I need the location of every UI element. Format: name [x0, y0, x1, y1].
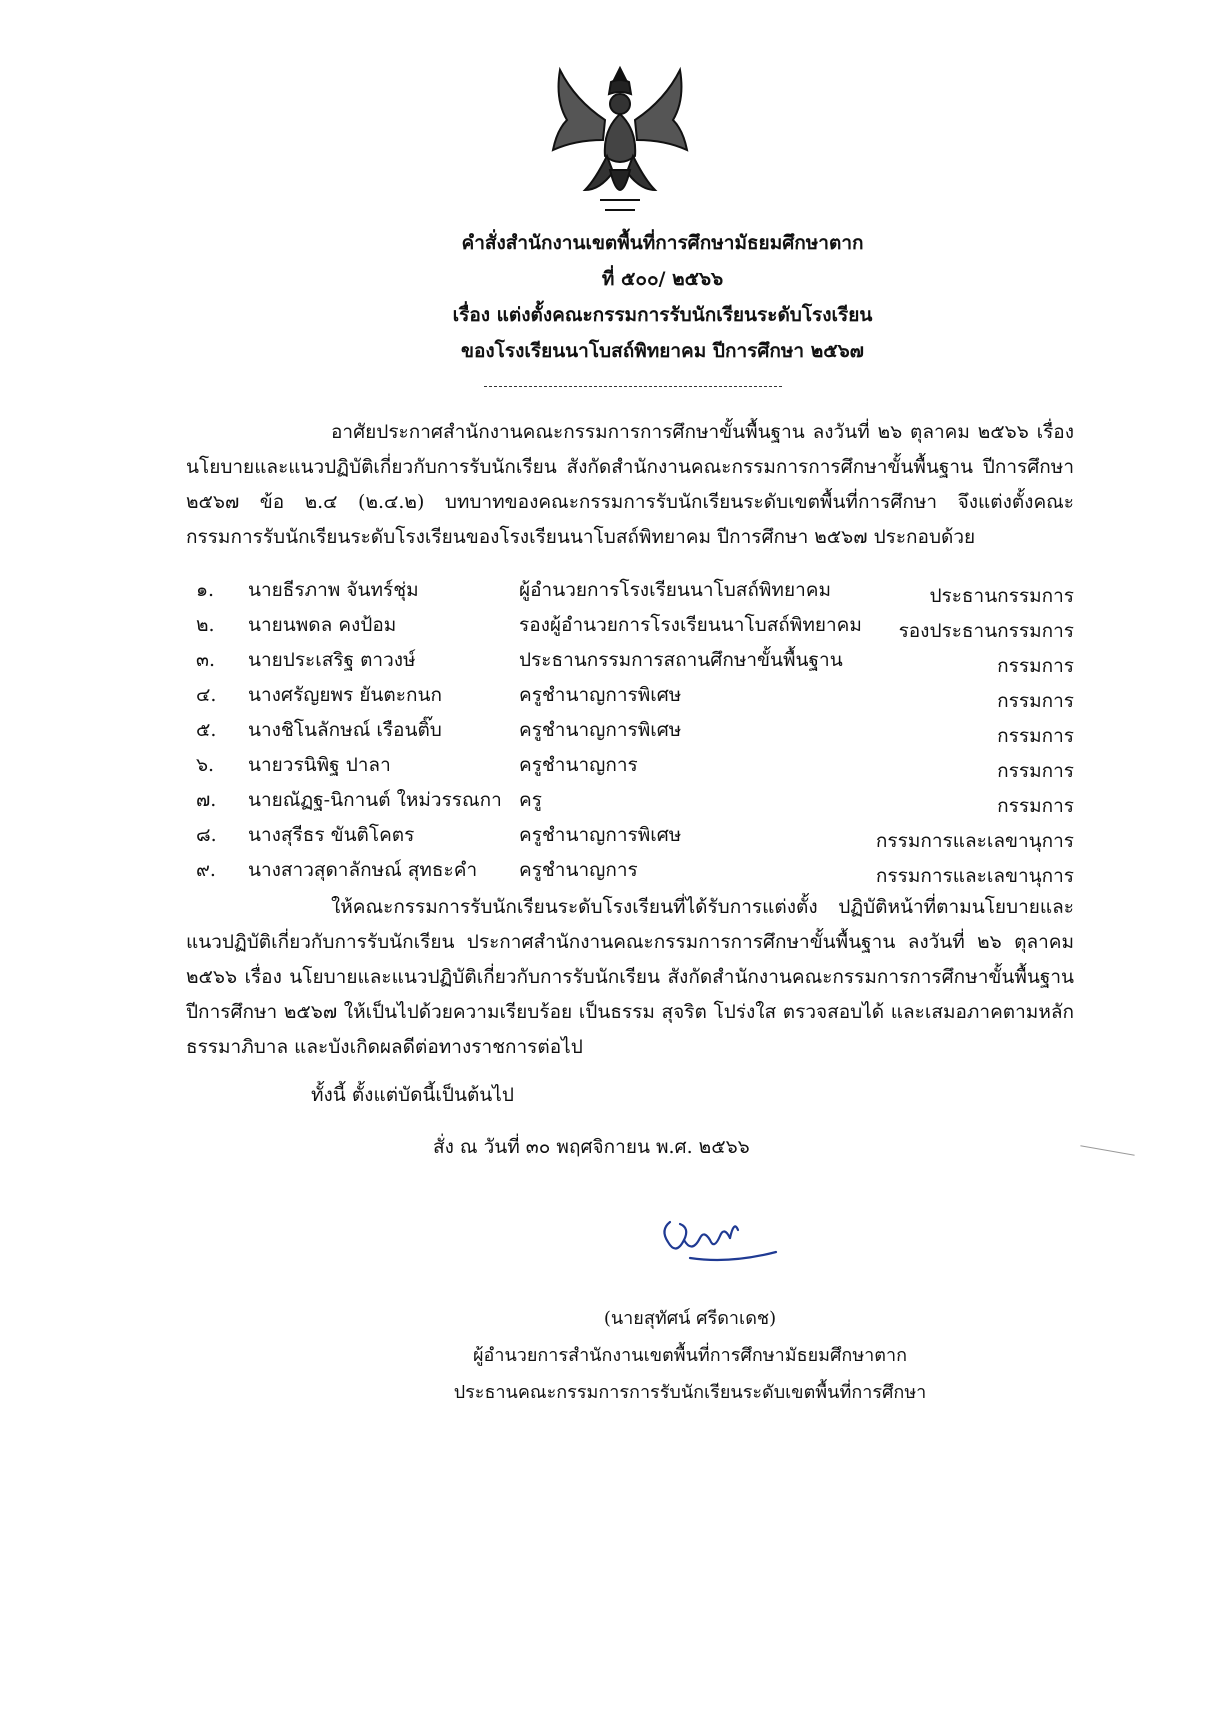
member-name: นายวรนิพิฐ ปาลา [248, 754, 391, 776]
list-item [186, 818, 1074, 853]
member-name: นายธีรภาพ จันทร์ชุ่ม [248, 579, 419, 601]
member-position: ผู้อำนวยการโรงเรียนนาโบสถ์พิทยาคม [519, 579, 831, 601]
effective-text: ทั้งนี้ ตั้งแต่บัดนี้เป็นต้นไป [311, 1084, 514, 1106]
member-name: นายประเสริฐ ตาวงษ์ [248, 649, 416, 671]
member-name: นายณัฏฐ-นิกานต์ ใหม่วรรณกา [248, 789, 502, 811]
signer-title-2: ประธานคณะกรรมการการรับนักเรียนระดับเขตพื้นที่การศึกษา [453, 1382, 927, 1403]
garuda-emblem-icon [545, 60, 695, 220]
order-date: สั่ง ณ วันที่ ๓๐ พฤศจิกายน พ.ศ. ๒๕๖๖ [433, 1136, 750, 1158]
list-item [186, 783, 1074, 818]
order-title: คำสั่งสำนักงานเขตพื้นที่การศึกษามัธยมศึกษาตาก [461, 232, 864, 254]
member-role: กรรมการ [997, 725, 1074, 747]
member-role: รองประธานกรรมการ [898, 620, 1074, 642]
member-role: กรรมการและเลขานุการ [875, 830, 1074, 852]
order-subject: เรื่อง แต่งตั้งคณะกรรมการรับนักเรียนระดับโรงเรียน [452, 304, 873, 326]
list-item [186, 643, 1074, 678]
member-position: ครูชำนาญการพิเศษ [519, 824, 682, 846]
order-header [0, 225, 1205, 369]
member-role: กรรมการ [997, 690, 1074, 712]
member-position: ครูชำนาญการพิเศษ [519, 719, 682, 741]
order-subject-continued: ของโรงเรียนนาโบสถ์พิทยาคม ปีการศึกษา ๒๕๖๗ [461, 340, 864, 362]
member-number: ๗. [196, 789, 217, 811]
list-item [186, 713, 1074, 748]
member-position: ครู [519, 789, 542, 811]
signature-block [430, 1300, 950, 1411]
member-number: ๕. [196, 719, 217, 741]
effective-paragraph [186, 1078, 1074, 1113]
member-name: นางสาวสุดาลักษณ์ สุทธะคำ [248, 859, 478, 881]
member-number: ๖. [196, 754, 215, 776]
member-position: รองผู้อำนวยการโรงเรียนนาโบสถ์พิทยาคม [519, 614, 862, 636]
scan-mark [1080, 1145, 1134, 1156]
duties-text: ให้คณะกรรมการรับนักเรียนระดับโรงเรียนที่ได้รับการแต่งตั้ง ปฏิบัติหน้าที่ตามนโยบายและแนวปฏิบัติเกี่ยวกับการรับนักเรียน ประกาศสำนักงานคณะกรรมการการศึกษาขั้นพื้นฐาน ลงวันที่ ๒๖ ตุลาคม ๒๕๖๖ เรื่อง นโยบายและแนวปฏิบัติเกี่ยวกับการรับนักเรียน สังกัดสำนักงานคณะกรรมการการศึกษาขั้นพื้นฐาน ปีการศึกษา ๒๕๖๗ ให้เป็นไปด้วยความเรียบร้อย เป็นธรรม สุจริต โปร่งใส ตรวจสอบได้ และเสมอภาคตามหลักธรรมาภิบาล และบังเกิดผลดีต่อทางราชการต่อไป [186, 896, 1074, 1058]
order-number: ที่ ๕๐๐/ ๒๕๖๖ [601, 268, 724, 290]
member-number: ๔. [196, 684, 217, 706]
committee-member-list [186, 573, 1074, 888]
list-item [186, 573, 1074, 608]
member-role: กรรมการ [997, 760, 1074, 782]
member-position: ครูชำนาญการพิเศษ [519, 684, 682, 706]
member-role: กรรมการและเลขานุการ [875, 865, 1074, 887]
member-number: ๘. [196, 824, 217, 846]
list-item [186, 853, 1074, 888]
member-position: ประธานกรรมการสถานศึกษาขั้นพื้นฐาน [519, 649, 843, 671]
member-position: ครูชำนาญการ [519, 754, 638, 776]
member-name: นางสุรีธร ขันติโคตร [248, 824, 415, 846]
intro-paragraph [186, 415, 1074, 555]
member-name: นางศรัญยพร ยันตะกนก [248, 684, 442, 706]
member-number: ๑. [196, 579, 215, 601]
handwritten-signature-icon [650, 1200, 780, 1280]
member-role: ประธานกรรมการ [929, 585, 1074, 607]
signer-name: (นายสุทัศน์ ศรีดาเดช) [603, 1308, 777, 1329]
member-number: ๓. [196, 649, 216, 671]
header-divider [484, 386, 782, 387]
duties-paragraph [186, 890, 1074, 1065]
member-role: กรรมการ [997, 655, 1074, 677]
member-position: ครูชำนาญการ [519, 859, 638, 881]
list-item [186, 608, 1074, 643]
signer-title: ผู้อำนวยการสำนักงานเขตพื้นที่การศึกษามัธยมศึกษาตาก [472, 1345, 907, 1366]
member-number: ๒. [196, 614, 215, 636]
member-number: ๙. [196, 859, 216, 881]
member-name: นายนพดล คงป้อม [248, 614, 397, 636]
intro-text: อาศัยประกาศสำนักงานคณะกรรมการการศึกษาขั้นพื้นฐาน ลงวันที่ ๒๖ ตุลาคม ๒๕๖๖ เรื่อง นโยบายและแนวปฏิบัติเกี่ยวกับการรับนักเรียน สังกัดสำนักงานคณะกรรมการการศึกษาขั้นพื้นฐาน ปีการศึกษา ๒๕๖๗ ข้อ ๒.๔ (๒.๔.๒) บทบาทของคณะกรรมการรับนักเรียนระดับเขตพื้นที่การศึกษา จึงแต่งตั้งคณะกรรมการรับนักเรียนระดับโรงเรียนของโรงเรียนนาโบสถ์พิทยาคม ปีการศึกษา ๒๕๖๗ ประกอบด้วย [186, 421, 1074, 548]
member-name: นางชิโนลักษณ์ เรือนติ๊บ [248, 719, 442, 741]
member-role: กรรมการ [997, 795, 1074, 817]
list-item [186, 748, 1074, 783]
list-item [186, 678, 1074, 713]
